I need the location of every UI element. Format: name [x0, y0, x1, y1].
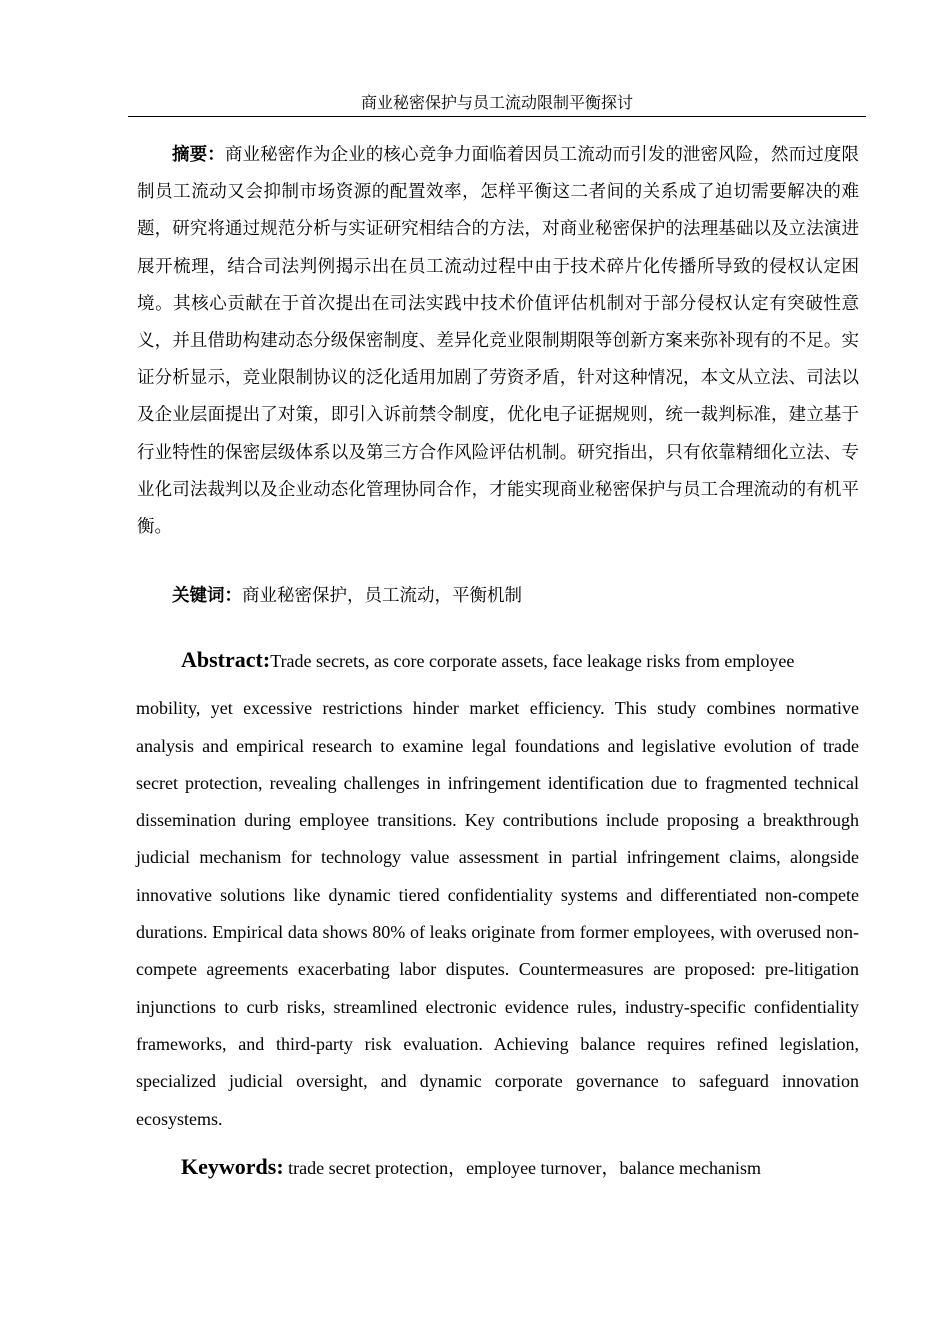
- english-abstract-line-gap: [136, 680, 859, 690]
- english-abstract-text: mobility, yet excessive restrictions hinder market efficiency. This study combines normative analysis and empirical research to examine legal foundations and legislative evolution of trade secret protection, revealing challenges in infringement identification due to fragmented technical dissemination during employee transitions. Key contributions include proposing a breakthrough judicial mechanism for technology value assessment in partial infringement claims, alongside innovative solutions like dynamic tiered confidentiality systems and differentiated non-compete durations. Empirical data shows 80% of leaks originate from former employees, with overused non-compete agreements exacerbating labor disputes. Countermeasures are proposed: pre-litigation injunctions to curb risks, streamlined electronic evidence rules, industry-specific confidentiality frameworks, and third-party risk evaluation. Achieving balance requires refined legislation, specialized judicial oversight, and dynamic corporate governance to safeguard innovation ecosystems.: [136, 698, 859, 1129]
- chinese-keywords: [137, 580, 859, 612]
- page-header-title: 商业秘密保护与员工流动限制平衡探讨: [128, 92, 866, 117]
- english-keywords-text: trade secret protection，employee turnover，balance mechanism: [283, 1158, 761, 1178]
- english-keywords: [136, 1150, 859, 1185]
- chinese-abstract-text: 商业秘密作为企业的核心竞争力面临着因员工流动而引发的泄密风险，然而过度限制员工流动又会抑制市场资源的配置效率，怎样平衡这二者间的关系成了迫切需要解决的难题，研究将通过规范分析与实证研究相结合的方法，对商业秘密保护的法理基础以及立法演进展开梳理，结合司法判例揭示出在员工流动过程中由于技术碎片化传播所导致的侵权认定困境。其核心贡献在于首次提出在司法实践中技术价值评估机制对于部分侵权认定有突破性意义，并且借助构建动态分级保密制度、差异化竞业限制期限等创新方案来弥补现有的不足。实证分析显示，竞业限制协议的泛化适用加剧了劳资矛盾，针对这种情况，本文从立法、司法以及企业层面提出了对策，即引入诉前禁令制度，优化电子证据规则，统一裁判标准，建立基于行业特性的保密层级体系以及第三方合作风险评估机制。研究指出，只有依靠精细化立法、专业化司法裁判以及企业动态化管理协同合作，才能实现商业秘密保护与员工合理流动的有机平衡。: [137, 145, 860, 538]
- english-abstract-label: Abstract:: [181, 647, 271, 672]
- chinese-abstract-label: 摘要：: [172, 145, 225, 165]
- english-keywords-label: Keywords:: [181, 1154, 284, 1179]
- english-abstract-first-line: Trade secrets, as core corporate assets, face leakage risks from employee: [270, 651, 795, 671]
- chinese-abstract: [137, 137, 859, 546]
- chinese-keywords-text: 商业秘密保护，员工流动，平衡机制: [242, 586, 522, 606]
- chinese-keywords-label: 关键词：: [172, 586, 242, 606]
- english-abstract: [136, 641, 859, 1138]
